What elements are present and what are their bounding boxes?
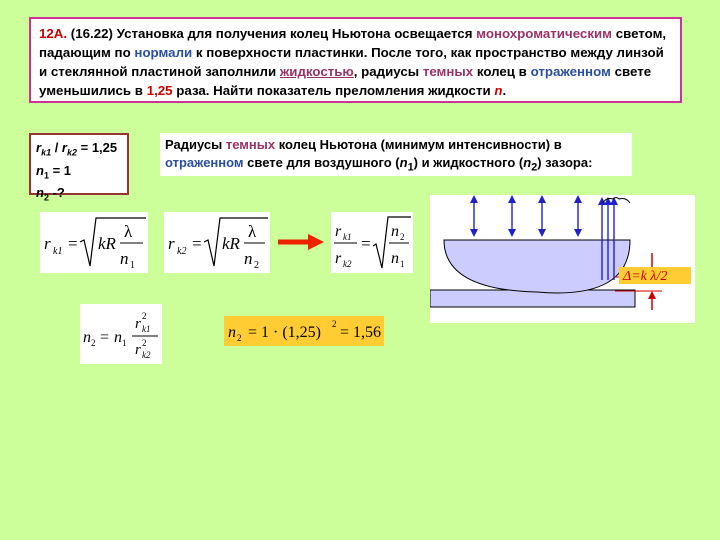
svg-text:n: n <box>391 250 399 267</box>
svg-text:n: n <box>120 249 129 268</box>
problem-text-3: светом, падающим по <box>39 26 667 60</box>
keyword-dark-2: темных <box>225 137 276 152</box>
svg-text:1: 1 <box>122 338 127 348</box>
svg-text:k1: k1 <box>53 246 63 257</box>
keyword-dark: темных <box>422 64 474 79</box>
problem-text-13: раза. Найти показатель преломления жидкости <box>176 83 491 98</box>
svg-text:k2: k2 <box>142 350 151 360</box>
svg-text:2: 2 <box>400 232 405 242</box>
given-n1: $n_1 = 1$ <box>36 162 72 181</box>
problem-text-9: колец в <box>476 64 527 79</box>
right-arrow-icon <box>276 232 326 252</box>
svg-text:r: r <box>135 342 141 358</box>
keyword-normal: нормали <box>134 45 193 60</box>
unknown-n: n <box>494 83 503 98</box>
svg-text:=: = <box>68 234 78 253</box>
problem-text-15: . <box>502 83 507 98</box>
svg-text:kR: kR <box>222 234 240 253</box>
problem-text-11: свете уменьшились в <box>39 64 652 98</box>
keyword-monochromatic: монохроматическим <box>476 26 612 41</box>
svg-text:k2: k2 <box>343 259 352 269</box>
glass-plate <box>430 290 635 307</box>
keyword-liquid: жидкостью <box>279 64 354 79</box>
svg-text:2: 2 <box>91 338 96 348</box>
svg-text:2: 2 <box>142 311 147 321</box>
svg-text:k1: k1 <box>142 324 151 334</box>
problem-text-7: , радиусы <box>353 64 420 79</box>
svg-text:=: = <box>361 234 371 253</box>
formula-ratio <box>331 212 413 273</box>
svg-text:=: = <box>192 234 202 253</box>
keyword-reflected: отраженном <box>530 64 611 79</box>
formula-rk2 <box>164 212 270 273</box>
svg-text:1: 1 <box>130 260 135 271</box>
svg-text:r: r <box>335 223 342 240</box>
svg-text:2: 2 <box>237 333 242 343</box>
value-ratio: 1,25 <box>146 83 173 98</box>
newton-rings-diagram <box>430 195 695 323</box>
problem-number: 12А. <box>39 26 68 41</box>
formula-n2 <box>80 304 162 364</box>
keyword-reflected-2: отраженном <box>165 155 244 170</box>
radii-description: Радиусы темных колец Ньютона (минимум интенсивности) в отраженном свете для воздушного $(n_1)$ и жидкостного $(n_2)$ зазора: <box>160 133 632 176</box>
brace <box>603 198 630 204</box>
svg-text:2: 2 <box>332 319 337 329</box>
svg-text:2: 2 <box>254 260 259 271</box>
svg-text:k1: k1 <box>343 232 352 242</box>
problem-statement <box>29 17 682 103</box>
problem-ref: (16.22) <box>70 26 113 41</box>
svg-text:k2: k2 <box>177 246 187 257</box>
svg-text:n: n <box>228 324 236 341</box>
svg-text:=: = <box>100 329 110 346</box>
svg-text:n: n <box>114 329 122 346</box>
svg-text:n: n <box>391 223 399 240</box>
problem-text-5: к поверхности пластинки. После того, как пространство между линзой и стеклянной пластиной заполнили <box>39 45 664 79</box>
svg-text:n: n <box>83 329 91 346</box>
svg-text:λ: λ <box>124 222 133 241</box>
formula-rk1 <box>40 212 148 273</box>
given-n2: $n_2$ -? <box>36 185 65 203</box>
formula-result <box>224 316 384 346</box>
given-ratio: $r_{k1} / r_{k2} = 1,25$ <box>36 140 118 158</box>
svg-text:r: r <box>135 316 141 332</box>
problem-text-1: Установка для получения колец Ньютона освещается <box>116 26 473 41</box>
svg-text:λ: λ <box>248 222 257 241</box>
svg-text:kR: kR <box>98 234 116 253</box>
newton-rings-svg <box>430 195 695 323</box>
delta-label: Δ=k λ/2 <box>623 269 668 284</box>
svg-text:r: r <box>335 250 342 267</box>
svg-text:2: 2 <box>142 338 147 348</box>
svg-text:n: n <box>244 249 253 268</box>
svg-text:1: 1 <box>400 259 405 269</box>
svg-text:= 1,56: = 1,56 <box>340 324 382 341</box>
svg-text:= 1 · (1,25): = 1 · (1,25) <box>248 324 322 341</box>
given-box <box>29 133 129 203</box>
svg-text:r: r <box>168 234 175 253</box>
svg-text:r: r <box>44 234 51 253</box>
